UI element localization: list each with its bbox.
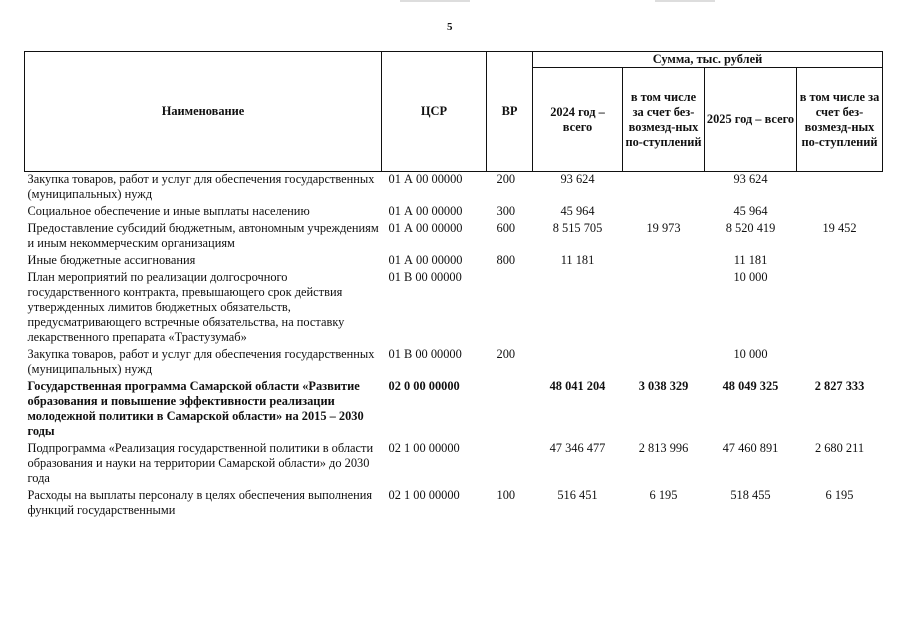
table-row [25,270,883,347]
budget-table [24,51,883,520]
cell-2024-free: 6 195 [649,488,678,502]
cell-2024-total [533,347,623,379]
cell-2025-free: 2 827 333 [814,379,865,393]
cell-name: Расходы на выплаты персоналу в целях обеспечения выполнения функций государственными [27,488,373,517]
cell-vr: 100 [496,488,516,502]
cell-csr: 02 1 00 00000 [388,441,460,455]
cell-2025-free: 2 680 211 [814,441,865,455]
table-header [25,52,883,172]
page-number: 5 [447,21,453,33]
header-name: Наименование [25,52,382,172]
cell-vr [487,441,533,488]
scan-artifact [400,0,470,2]
cell-2025-free: 6 195 [825,488,854,502]
cell-2024-free: 2 813 996 [638,441,689,455]
cell-csr: 01 А 00 00000 [388,221,463,235]
cell-2025-total: 93 624 [733,172,768,186]
cell-2024-total: 48 041 204 [549,379,606,393]
header-2025-free: в том числе за счет без-возмезд-ных по-ступлений [797,68,883,172]
table-row [25,253,883,270]
cell-2025-free [797,172,883,205]
cell-2024-free [623,172,705,205]
cell-2024-total [533,270,623,347]
header-csr: ЦСР [382,52,487,172]
cell-vr: 300 [496,204,516,218]
cell-csr: 01 А 00 00000 [388,172,463,186]
cell-2025-free: 19 452 [822,221,857,235]
table-row [25,204,883,221]
cell-vr: 600 [496,221,516,235]
cell-csr: 02 1 00 00000 [388,488,460,502]
cell-name: План мероприятий по реализации долгосрочного государственного контракта, превышающего срок действия утвержденных лимитов бюджетных обязательств, предусматривающего встречные обязательства, на поставку лекарственного препарата «Трастузумаб» [27,270,345,344]
cell-csr: 01 А 00 00000 [388,204,463,218]
cell-2024-total: 11 181 [560,253,595,267]
cell-2025-total: 518 455 [730,488,771,502]
table-body [25,172,883,521]
cell-2024-free [623,253,705,270]
cell-2025-total: 10 000 [733,270,768,284]
cell-csr: 02 0 00 00000 [388,379,460,393]
cell-vr: 800 [496,253,516,267]
cell-name: Социальное обеспечение и иные выплаты населению [27,204,310,218]
cell-2024-free [623,204,705,221]
cell-csr: 01 А 00 00000 [388,253,463,267]
cell-2025-total: 45 964 [733,204,768,218]
cell-2025-total: 8 520 419 [725,221,776,235]
header-vr: ВР [487,52,533,172]
cell-2024-total: 45 964 [560,204,595,218]
header-2024-total: 2024 год – всего [533,68,623,172]
cell-name: Подпрограмма «Реализация государственной политики в области образования и науки на территории Самарской области» до 2030 года [27,441,374,485]
cell-name: Закупка товаров, работ и услуг для обеспечения государственных (муниципальных) нужд [27,347,375,376]
cell-2025-total: 47 460 891 [722,441,779,455]
cell-name: Предоставление субсидий бюджетным, автономным учреждениям и иным некоммерческим организациям [27,221,379,250]
header-2024-free: в том числе за счет без-возмезд-ных по-ступлений [623,68,705,172]
cell-2024-total: 93 624 [560,172,595,186]
table-row [25,488,883,520]
cell-2025-free [797,270,883,347]
cell-name: Иные бюджетные ассигнования [27,253,196,267]
cell-2025-total: 48 049 325 [722,379,779,393]
cell-2025-total: 10 000 [733,347,768,361]
cell-vr [487,270,533,347]
cell-2024-total: 8 515 705 [552,221,603,235]
header-sum-group: Сумма, тыс. рублей [533,52,883,68]
cell-2024-total: 47 346 477 [549,441,606,455]
cell-csr: 01 В 00 00000 [388,270,462,284]
table-row [25,379,883,441]
table-row [25,441,883,488]
cell-name: Закупка товаров, работ и услуг для обеспечения государственных (муниципальных) нужд [27,172,375,201]
cell-2024-free: 19 973 [646,221,681,235]
cell-vr: 200 [496,172,516,186]
cell-2025-free [797,347,883,379]
cell-name: Государственная программа Самарской области «Развитие образования и повышение эффективности реализации молодежной политики в Самарской области» на 2015 – 2030 годы [27,379,364,438]
cell-vr [487,379,533,441]
cell-vr: 200 [496,347,516,361]
header-2025-total: 2025 год – всего [705,68,797,172]
cell-2024-free: 3 038 329 [638,379,689,393]
cell-2024-free [623,347,705,379]
table-row [25,172,883,205]
table-row [25,221,883,253]
scan-artifact [655,0,715,2]
cell-2025-free [797,253,883,270]
cell-2025-total: 11 181 [733,253,768,267]
cell-2025-free [797,204,883,221]
cell-csr: 01 В 00 00000 [388,347,462,361]
cell-2024-free [623,270,705,347]
cell-2024-total: 516 451 [557,488,598,502]
table-row [25,347,883,379]
